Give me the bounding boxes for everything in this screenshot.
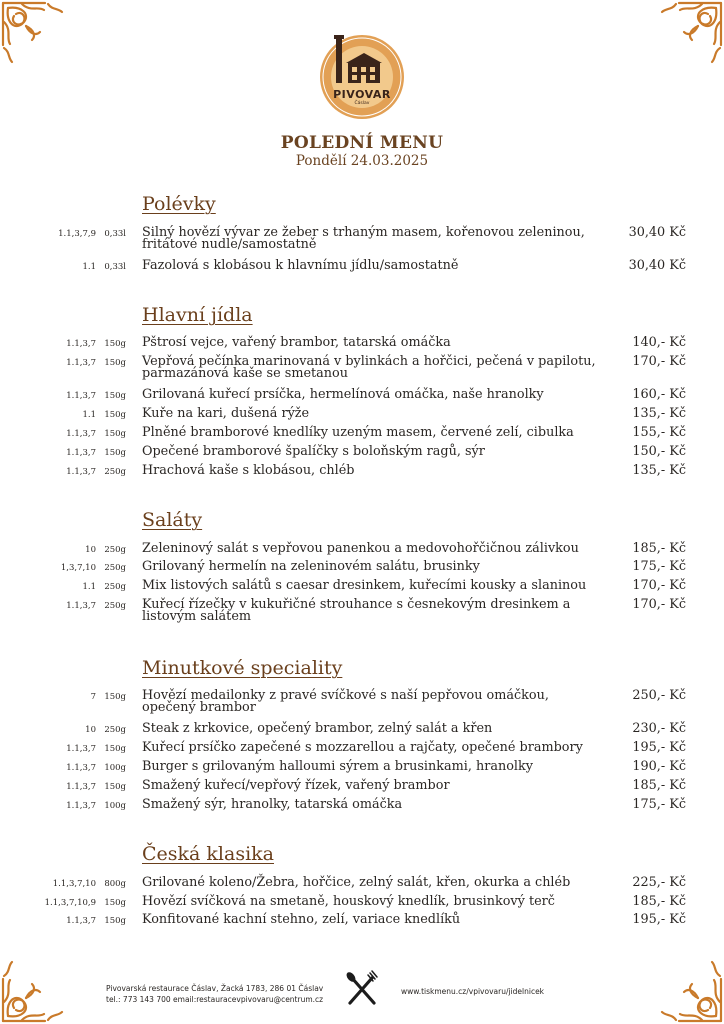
item-weight: 800g	[104, 879, 126, 889]
corner-ornament-bottom-left	[0, 952, 72, 1024]
item-weight: 100g	[104, 801, 126, 811]
menu-item	[20, 780, 686, 793]
menu-title: POLEDNÍ MENU	[280, 133, 444, 153]
item-allergens: 1.1,3,7,10	[52, 879, 96, 889]
item-name: Smažený sýr, hranolky, tatarská omáčka	[142, 797, 403, 812]
menu-item	[20, 356, 686, 379]
item-price: 150,- Kč	[632, 444, 686, 459]
item-price: 250,- Kč	[632, 688, 686, 703]
menu-item	[20, 599, 686, 622]
item-name: Grilovaný hermelín na zeleninovém salátu, brusinky	[142, 559, 480, 574]
item-price: 195,- Kč	[632, 912, 686, 927]
item-weight: 150g	[104, 391, 126, 401]
menu-item	[20, 561, 686, 574]
section-title-polevky: Polévky	[142, 193, 216, 215]
item-name: Hovězí svíčková na smetaně, houskový knedlík, brusinkový terč	[142, 894, 555, 909]
item-name: Burger s grilovaným halloumi sýrem a brusinkami, hranolky	[142, 759, 533, 774]
item-price: 170,- Kč	[632, 578, 686, 593]
section-title-hlavni-jidla: Hlavní jídla	[142, 304, 253, 326]
menu-item	[20, 227, 686, 250]
item-weight: 0,33l	[104, 262, 126, 272]
item-weight: 250g	[104, 467, 126, 477]
item-allergens: 1.1	[82, 582, 96, 592]
item-allergens: 1.1,3,7	[66, 448, 96, 458]
item-name: Steak z krkovice, opečený brambor, zelný salát a křen	[142, 721, 493, 736]
item-name: Opečené bramborové špalíčky s boloňským ragů, sýr	[142, 444, 485, 459]
item-weight: 250g	[104, 582, 126, 592]
fork-knife-icon	[342, 969, 382, 1009]
item-weight: 150g	[104, 448, 126, 458]
item-price: 135,- Kč	[632, 463, 686, 478]
item-price: 175,- Kč	[632, 559, 686, 574]
item-price: 175,- Kč	[632, 797, 686, 812]
item-name: Kuřecí prsíčko zapečené s mozzarellou a rajčaty, opečené brambory	[142, 740, 583, 755]
item-price: 140,- Kč	[632, 335, 686, 350]
item-name: Hovězí medailonky z pravé svíčkové s naší pepřovou omáčkou, opečený brambor	[142, 688, 549, 715]
item-price: 185,- Kč	[632, 894, 686, 909]
item-price: 170,- Kč	[632, 354, 686, 369]
item-allergens: 1,3,7,10	[60, 563, 96, 573]
item-weight: 150g	[104, 358, 126, 368]
corner-ornament-top-left	[0, 0, 72, 72]
item-allergens: 1.1,3,7	[66, 744, 96, 754]
footer-address: Pivovarská restaurace Čáslav, Žacká 1783, 286 01 Čáslav	[106, 984, 324, 993]
item-allergens: 10	[85, 545, 96, 555]
item-price: 135,- Kč	[632, 406, 686, 421]
item-name: Pštrosí vejce, vařený brambor, tatarská omáčka	[142, 335, 451, 350]
item-price: 230,- Kč	[632, 721, 686, 736]
menu-item	[20, 914, 686, 927]
item-allergens: 1.1,3,7	[66, 467, 96, 477]
item-allergens: 1.1	[82, 410, 96, 420]
menu-item	[20, 761, 686, 774]
item-name: Grilované koleno/Žebra, hořčice, zelný salát, křen, okurka a chléb	[142, 875, 571, 890]
item-weight: 150g	[104, 898, 126, 908]
item-price: 170,- Kč	[632, 597, 686, 612]
item-name: Hrachová kaše s klobásou, chléb	[142, 463, 355, 478]
item-allergens: 1.1,3,7	[66, 391, 96, 401]
item-name: Konfitované kachní stehno, zelí, variace knedlíků	[142, 912, 461, 927]
item-allergens: 1.1,3,7,9	[58, 229, 96, 239]
footer-web-link[interactable]: www.tiskmenu.cz/vpivovaru/jidelnicek	[401, 987, 545, 996]
section-title-salaty: Saláty	[142, 509, 203, 531]
menu-item	[20, 543, 686, 556]
item-weight: 0,33l	[104, 229, 126, 239]
item-allergens: 1.1,3,7	[66, 358, 96, 368]
logo-town: Čáslav	[354, 101, 370, 106]
menu-item	[20, 408, 686, 421]
menu-item	[20, 723, 686, 736]
item-price: 155,- Kč	[632, 425, 686, 440]
item-allergens: 1.1	[82, 262, 96, 272]
item-weight: 250g	[104, 563, 126, 573]
item-name: Kuřecí řízečky v kukuřičné strouhance s česnekovým dresinkem a listovým salátem	[142, 597, 571, 624]
item-weight: 250g	[104, 601, 126, 611]
item-allergens: 1.1,3,7	[66, 601, 96, 611]
item-price: 225,- Kč	[632, 875, 686, 890]
menu-item	[20, 896, 686, 909]
menu-item	[20, 389, 686, 402]
item-name: Mix listových salátů s caesar dresinkem, kuřecími kousky a slaninou	[142, 578, 587, 593]
footer-phone-email[interactable]: tel.: 773 143 700 email:restauracevpivovaru@centrum.cz	[106, 995, 324, 1004]
item-price: 190,- Kč	[632, 759, 686, 774]
item-weight: 100g	[104, 763, 126, 773]
menu-item	[20, 799, 686, 812]
item-allergens: 10	[85, 725, 96, 735]
menu-item	[20, 427, 686, 440]
menu-item	[20, 337, 686, 350]
item-allergens: 7	[90, 692, 96, 702]
item-weight: 150g	[104, 916, 126, 926]
item-name: Grilovaná kuřecí prsíčka, hermelínová omáčka, naše hranolky	[142, 387, 544, 402]
item-allergens: 1.1,3,7	[66, 339, 96, 349]
section-title-ceska-klasika: Česká klasika	[142, 843, 274, 865]
item-weight: 150g	[104, 782, 126, 792]
item-allergens: 1.1,3,7	[66, 801, 96, 811]
item-allergens: 1.1,3,7	[66, 763, 96, 773]
item-weight: 250g	[104, 545, 126, 555]
item-weight: 150g	[104, 744, 126, 754]
corner-ornament-top-right	[652, 0, 724, 72]
item-price: 160,- Kč	[632, 387, 686, 402]
menu-item	[20, 690, 686, 713]
menu-item	[20, 260, 686, 273]
item-name: Silný hovězí vývar ze žeber s trhaným masem, kořenovou zeleninou, fritátové nudle/samostatně	[142, 225, 585, 252]
item-allergens: 1.1,3,7	[66, 429, 96, 439]
menu-item	[20, 465, 686, 478]
item-name: Fazolová s klobásou k hlavnímu jídlu/samostatně	[142, 258, 459, 273]
item-weight: 150g	[104, 429, 126, 439]
item-name: Plněné bramborové knedlíky uzeným masem, červené zelí, cibulka	[142, 425, 574, 440]
item-price: 185,- Kč	[632, 541, 686, 556]
item-price: 30,40 Kč	[628, 225, 686, 240]
logo-wordmark: PIVOVAR	[333, 88, 391, 101]
item-name: Smažený kuřecí/vepřový řízek, vařený brambor	[142, 778, 450, 793]
item-name: Kuře na kari, dušená rýže	[142, 406, 310, 421]
corner-ornament-bottom-right	[652, 952, 724, 1024]
item-price: 195,- Kč	[632, 740, 686, 755]
item-allergens: 1.1,3,7	[66, 782, 96, 792]
item-name: Zeleninový salát s vepřovou panenkou a medovohořčičnou zálivkou	[142, 541, 579, 556]
item-allergens: 1.1,3,7	[66, 916, 96, 926]
menu-item	[20, 580, 686, 593]
menu-item	[20, 446, 686, 459]
brewery-logo	[318, 33, 406, 129]
item-price: 30,40 Kč	[628, 258, 686, 273]
section-title-minutkove-speciality: Minutkové speciality	[142, 657, 343, 679]
footer-contact	[106, 983, 323, 1005]
menu-date: Pondělí 24.03.2025	[295, 153, 429, 169]
item-allergens: 1.1,3,7,10,9	[44, 898, 96, 908]
menu-item	[20, 877, 686, 890]
item-weight: 150g	[104, 339, 126, 349]
item-weight: 250g	[104, 725, 126, 735]
item-weight: 150g	[104, 410, 126, 420]
menu-item	[20, 742, 686, 755]
item-weight: 150g	[104, 692, 126, 702]
item-price: 185,- Kč	[632, 778, 686, 793]
item-name: Vepřová pečínka marinovaná v bylinkách a hořčici, pečená v papilotu, parmazánová kaše se smetanou	[142, 354, 596, 381]
